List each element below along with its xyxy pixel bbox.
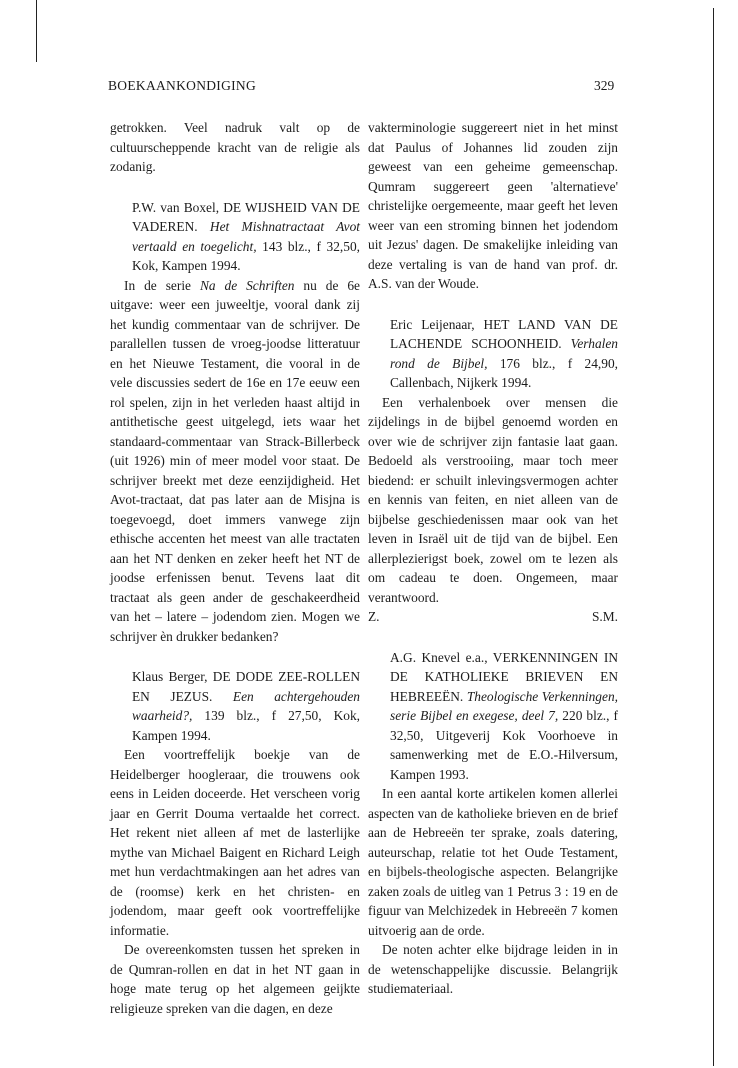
book-reference: P.W. van Boxel, DE WIJSHEID VAN DE VADEREN. Het Mishnatractaat Avot vertaald en toegelicht, 143 blz., f 32,50, Kok, Kampen 1994. — [132, 199, 360, 273]
book-details: 220 blz., f 32,50, Uitgeverij Kok Voorhoeve in samenwerking met de E.O.-Hilversum, Kampen 1993. — [390, 708, 619, 782]
continuation-text: getrokken. Veel nadruk valt op de cultuurscheppende kracht van de religie als zodanig. — [110, 120, 360, 174]
review-paragraph: In de serie Na de Schriften nu de 6e uitgave: weer een juweeltje, vooral dank zij het kundig commentaar van de schrijver. De parallellen tussen de vroeg-joodse litteratuur en het Nieuwe Testament, die vooral in de vele discussies sedert de 16e en 17e eeuw een rol spelen, zijn in het verleden haast altijd in antithetische geest uitgelegd, iets waar het standaard-commentaar van Strack-Billerbeck (uit 1926) min of meer model voor staat. De schrijver breekt met deze eenzijdigheid. Het Avot-tractaat, dat pas later aan de Misjna is toegevoegd, doet immers vanwege zijn ethische accenten het meest van alle tractaten aan het NT denken en zeker heeft het NT de joodse erfenissen benut. Tevens laat dit tractaat als geen ander de geschakeerdheid van het – latere – jodendom zien. Mogen we schrijver èn drukker bedanken? — [110, 277, 360, 644]
book-subtitle: Het Mishnatractaat Avot vertaald en toegelicht, — [132, 219, 360, 254]
book-subtitle: Een achtergehouden waarheid?, — [132, 688, 360, 723]
review-paragraph: Een verhalenboek over mensen die zijdelings in de bijbel genoemd worden en over wie de schrijver zijn fantasie laat gaan. Bedoeld als verstrooiing, maar toch meer biedend: er schuilt inlevingsvermogen achter en kennis van feiten, en niet alleen van de bijbelse geschiedenissen maar ook van het leven in Israël uit de tijd van de bijbel. Een allerplezierigst boek, zowel om te lezen als om cadeau te doen. Ongemeen, maar verantwoord. — [368, 394, 618, 605]
book-subtitle: Verhalen rond de Bijbel, — [390, 336, 618, 371]
book-subtitle: Theologische Verkenningen, serie Bijbel en exegese, deel 7, — [390, 688, 618, 723]
book-reference: A.G. Knevel e.a., VERKENNINGEN IN DE KATHOLIEKE BRIEVEN EN HEBREEËN. Theologische Verkenningen, serie Bijbel en exegese, deel 7, 220 blz., f 32,50, Uitgeverij Kok Voorhoeve in samenwerking met de E.O.-Hilversum, Kampen 1993. — [390, 649, 619, 782]
running-header: BOEKAANKONDIGING — [108, 78, 257, 93]
right-column — [368, 118, 618, 999]
right-margin-rule — [713, 8, 714, 1066]
book-details: 143 blz., f 32,50, Kok, Kampen 1994. — [132, 238, 360, 273]
book-title: VERKENNINGEN IN DE KATHOLIEKE BRIEVEN EN HEBREEËN. — [390, 649, 618, 704]
continuation-text: vakterminologie suggereert niet in het minst dat Paulus of Johannes lid zouden zijn geweest van een geheime gemeenschap. Qumram suggereert geen 'alternatieve' christelijke oergemeente, maar geeft het leven weer van een stroming binnen het jodendom uit Jezus' dagen. De smakelijke inleiding van deze vertaling is van de hand van prof. dr. A.S. van der Woude. — [368, 120, 618, 291]
review-paragraph: Een voortreffelijk boekje van de Heidelberger hoogleraar, die trouwens ook eens in Leiden doceerde. Het verscheen vorig jaar en Gerrit Douma vertaalde het correct. Het rekent niet alleen af met de lasterlijke mythe van Michael Baigent en Richard Leigh met hun verdachtmakingen aan het adres van de (roomse) kerk en het christen- en jodendom, maar geeft ook voortreffelijke informatie. — [110, 747, 360, 938]
reviewer-signature — [368, 607, 618, 627]
book-details: 139 blz., f 27,50, Kok, Kampen 1994. — [132, 708, 360, 743]
review-paragraph: In een aantal korte artikelen komen allerlei aspecten van de katholieke brieven en de brief aan de Hebreeën ter sprake, zoals datering, auteurschap, relatie tot het Oude Testament, en bijbels-theologische aspecten. Belangrijke zaken zoals de uitleg van 1 Petrus 3 : 19 en de figuur van Melchizedek in Hebreeën 7 komen uitvoerig aan de orde. — [368, 786, 618, 938]
book-title: HET LAND VAN DE LACHENDE SCHOONHEID. — [390, 316, 618, 351]
book-title: DE WIJSHEID VAN DE VADEREN. — [132, 199, 360, 234]
left-column — [110, 118, 360, 1018]
page-number: 329 — [594, 78, 615, 93]
signature-left: Z. — [368, 609, 380, 624]
left-margin-rule — [36, 0, 37, 62]
book-reference: Eric Leijenaar, HET LAND VAN DE LACHENDE SCHOONHEID. Verhalen rond de Bijbel, 176 blz., f 24,90, Callenbach, Nijkerk 1994. — [390, 316, 618, 390]
signature-right: S.M. — [591, 609, 618, 624]
book-reference: Klaus Berger, DE DODE ZEE-ROLLEN EN JEZUS. Een achtergehouden waarheid?, 139 blz., f 27,50, Kok, Kampen 1994. — [132, 669, 360, 743]
book-details: 176 blz., f 24,90, Callenbach, Nijkerk 1994. — [390, 355, 618, 390]
review-paragraph: De noten achter elke bijdrage leiden in in de wetenschappelijke discussie. Belangrijk studiemateriaal. — [368, 942, 618, 996]
review-paragraph: De overeenkomsten tussen het spreken in de Qumran-rollen en dat in het NT gaan in hoge mate terug op het algemeen geijkte religieuze spreken van die dagen, en deze — [110, 942, 360, 1016]
book-title: DE DODE ZEE-ROLLEN EN JEZUS. — [132, 669, 360, 704]
